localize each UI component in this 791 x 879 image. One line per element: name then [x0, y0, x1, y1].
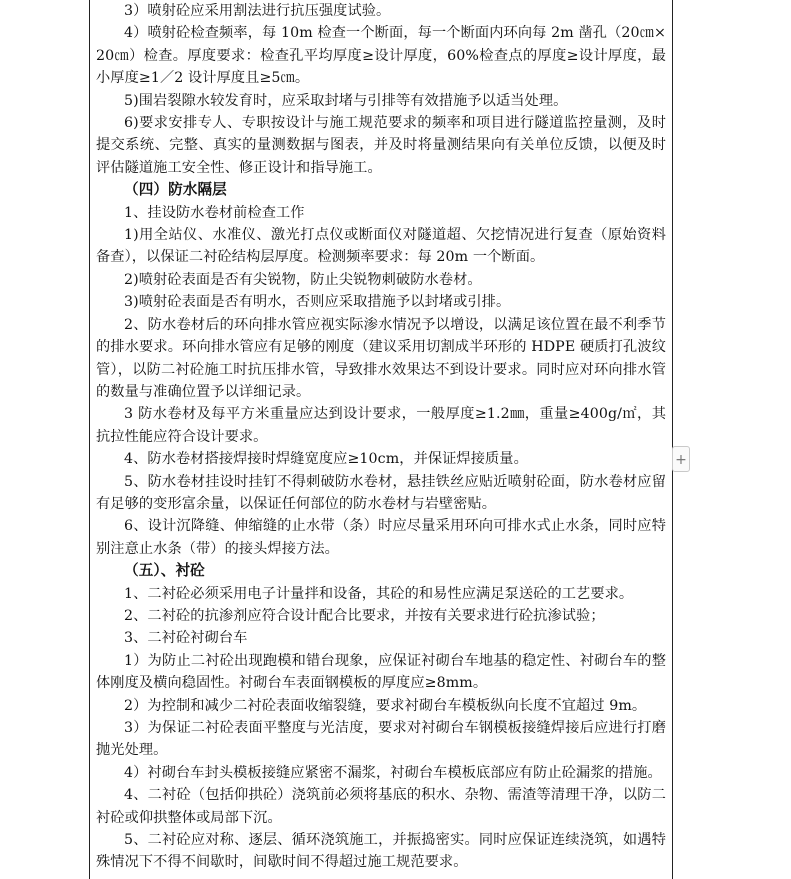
document-paragraph: 4）衬砌台车封头模板接缝应紧密不漏浆，衬砌台车模板底部应有防止砼漏浆的措施。: [124, 764, 662, 781]
document-body: [96, 0, 666, 874]
document-paragraph: 3）喷射砼应采用割法进行抗压强度试验。: [124, 3, 391, 19]
document-paragraph: 1)用全站仪、水准仪、激光打点仪或断面仪对隧道超、欠挖情况进行复查（原始资料备查），以保证二衬砼结构层厚度。检测频率要求：每 20m 一个断面。: [96, 227, 666, 266]
document-paragraph: 6、设计沉降缝、伸缩缝的止水带（条）时应尽量采用环向可排水式止水条，同时应特别注意止水条（带）的接头焊接方法。: [96, 518, 666, 557]
document-paragraph: 4）喷射砼检查频率，每 10m 检查一个断面，每一个断面内环向每 2m 凿孔（20㎝×20㎝）检查。厚度要求：检查孔平均厚度≥设计厚度，60%检查点的厚度≥设计厚度，最小厚度≥1／2 设计厚度且≥5㎝。: [96, 25, 666, 87]
document-paragraph: 3）为保证二衬砼表面平整度与光洁度，要求对衬砌台车钢模板接缝焊接后应进行打磨抛光处理。: [96, 720, 666, 759]
section-heading: （四）防水隔层: [124, 181, 227, 199]
document-paragraph: 5、二衬砼应对称、逐层、循环浇筑施工，并振捣密实。同时应保证连续浇筑，如遇特殊情况下不得不间歇时，间歇时间不得超过施工规范要求。: [96, 832, 666, 871]
document-paragraph: 2、二衬砼的抗渗剂应符合设计配合比要求，并按有关要求进行砼抗渗试验；: [124, 607, 605, 624]
document-paragraph: 4、二衬砼（包括仰拱砼）浇筑前必须将基底的积水、杂物、需渣等清理干净，以防二衬砼或仰拱整体或局部下沉。: [96, 787, 666, 826]
document-paragraph: 3、二衬砼衬砌台车: [124, 630, 248, 647]
expand-handle-button[interactable]: +: [672, 446, 690, 472]
document-paragraph: 5)围岩裂隙水较发育时，应采取封堵与引排等有效措施予以适当处理。: [124, 92, 568, 109]
document-paragraph: 2、防水卷材后的环向排水管应视实际渗水情况予以增设，以满足该位置在最不利季节的排水要求。环向排水管应有足够的刚度（建议采用切割成半环形的 HDPE 硬质打孔波纹管），以防二衬砼施工时抗压排水管，导致排水效果达不到设计要求。同时应对环向排水管的数量与准确位置予以详细记录。: [96, 316, 666, 400]
document-paragraph: 1、挂设防水卷材前检查工作: [124, 204, 305, 221]
section-heading: （五）、衬砼: [124, 562, 205, 580]
document-paragraph: 3 防水卷材及每平方米重量应达到设计要求，一般厚度≥1.2㎜，重量≥400g/㎡，其抗拉性能应符合设计要求。: [96, 406, 666, 445]
document-paragraph: 5、防水卷材挂设时挂钉不得刺破防水卷材，悬挂铁丝应贴近喷射砼面，防水卷材应留有足够的变形富余量，以保证任何部位的防水卷材与岩壁密贴。: [96, 473, 666, 512]
document-paragraph: 1、二衬砼必须采用电子计量拌和设备，其砼的和易性应满足泵送砼的工艺要求。: [124, 585, 634, 602]
document-paragraph: 6)要求安排专人、专职按设计与施工规范要求的频率和项目进行隧道监控量测，及时提交系统、完整、真实的量测数据与图表，并及时将量测结果向有关单位反馈，以便及时评估隧道施工安全性、修正设计和指导施工。: [96, 115, 666, 176]
document-paragraph: 2)喷射砼表面是否有尖锐物，防止尖锐物刺破防水卷材。: [124, 271, 482, 288]
document-paragraph: 1）为防止二衬砼出现跑模和错台现象，应保证衬砌台车地基的稳定性、衬砌台车的整体刚度及横向稳固性。衬砌台车表面钢模板的厚度应≥8mm。: [96, 652, 666, 692]
document-paragraph: 3)喷射砼表面是否有明水，否则应采取措施予以封堵或引排。: [124, 294, 511, 311]
document-paragraph: 4、防水卷材搭接焊接时焊缝宽度应≥10cm，并保证焊接质量。: [124, 451, 528, 468]
document-paragraph: 2）为控制和减少二衬砼表面收缩裂缝，要求衬砌台车模板纵向长度不宜超过 9m。: [124, 697, 647, 714]
